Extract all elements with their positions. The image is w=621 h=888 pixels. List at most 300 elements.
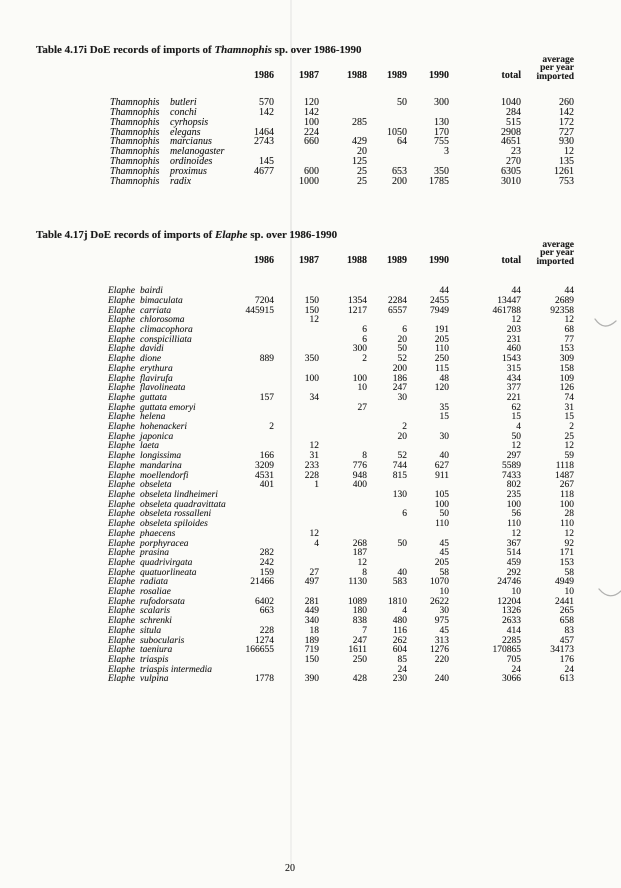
value-cell: 719	[304, 645, 319, 656]
value-cell: 12	[564, 441, 574, 452]
value-cell: 12	[564, 315, 574, 326]
species-cell: laeta	[140, 441, 159, 452]
value-cell: 34173	[550, 645, 574, 656]
value-cell: 233	[304, 460, 319, 471]
value-cell: 220	[434, 654, 449, 665]
value-cell: 2622	[430, 596, 449, 607]
value-cell: 126	[559, 383, 574, 394]
value-cell: 627	[434, 460, 449, 471]
value-cell: 2	[569, 422, 574, 433]
value-cell: 300	[434, 97, 449, 109]
value-cell: 284	[506, 107, 521, 119]
value-cell: 4949	[555, 577, 574, 588]
species-cell: chlorosoma	[140, 315, 185, 326]
value-cell: 497	[304, 577, 319, 588]
value-cell: 31	[309, 451, 319, 462]
genus-cell: Elaphe	[108, 606, 135, 617]
genus-cell: Thamnophis	[110, 126, 160, 138]
column-header-1986: 1986	[254, 70, 274, 82]
value-cell: 20	[357, 146, 367, 158]
value-cell: 414	[506, 625, 521, 636]
value-cell: 6	[402, 325, 407, 336]
value-cell: 377	[506, 383, 521, 394]
value-cell: 705	[506, 654, 521, 665]
species-cell: longissima	[140, 451, 182, 462]
value-cell: 4531	[255, 470, 274, 481]
value-cell: 2633	[502, 616, 521, 627]
value-cell: 135	[559, 156, 574, 167]
value-cell: 92	[564, 538, 574, 549]
species-cell: helena	[140, 412, 166, 423]
value-cell: 660	[304, 136, 319, 148]
genus-cell: Thamnophis	[110, 156, 160, 167]
value-cell: 300	[352, 344, 367, 355]
species-cell: quatuorlineata	[140, 567, 197, 578]
value-cell: 292	[506, 567, 521, 578]
value-cell: 282	[259, 548, 274, 559]
value-cell: 27	[357, 402, 367, 413]
value-cell: 658	[559, 616, 574, 627]
value-cell: 1464	[254, 126, 274, 138]
value-cell: 2285	[502, 635, 521, 646]
value-cell: 815	[392, 470, 407, 481]
value-cell: 313	[434, 635, 449, 646]
value-cell: 2	[402, 422, 407, 433]
species-cell: schrenki	[140, 616, 172, 627]
value-cell: 59	[564, 451, 574, 462]
value-cell: 267	[559, 480, 574, 491]
species-cell: obseleta	[140, 480, 172, 491]
value-cell: 7204	[255, 295, 274, 306]
value-cell: 12	[511, 528, 521, 539]
value-cell: 176	[559, 654, 574, 665]
value-cell: 802	[506, 480, 521, 491]
species-cell: taeniura	[140, 645, 173, 656]
value-cell: 12	[309, 528, 319, 539]
value-cell: 20	[397, 431, 407, 442]
species-cell: rufodorsata	[140, 596, 185, 607]
column-header-total: total	[501, 70, 521, 82]
genus-cell: Elaphe	[108, 392, 135, 403]
value-cell: 44	[439, 286, 449, 297]
page-number: 20	[285, 863, 295, 874]
value-cell: 30	[439, 431, 449, 442]
value-cell: 613	[559, 674, 574, 685]
species-cell: scalaris	[140, 606, 171, 617]
value-cell: 461788	[492, 305, 521, 316]
value-cell: 62	[511, 402, 521, 413]
value-cell: 50	[511, 431, 521, 442]
pen-mark-icon	[598, 584, 621, 602]
genus-cell: Elaphe	[108, 315, 135, 326]
value-cell: 2	[362, 354, 367, 365]
species-cell: triaspis intermedia	[140, 664, 213, 675]
value-cell: 52	[397, 354, 407, 365]
value-cell: 4	[314, 538, 319, 549]
species-cell: prasina	[140, 548, 170, 559]
average-header-line: average	[542, 55, 574, 65]
value-cell: 948	[352, 470, 367, 481]
value-cell: 50	[397, 538, 407, 549]
species-cell: triaspis	[140, 654, 169, 665]
genus-cell: Elaphe	[108, 645, 135, 656]
species-cell: situla	[140, 625, 162, 636]
genus-cell: Elaphe	[108, 480, 135, 491]
value-cell: 401	[259, 480, 274, 491]
genus-cell: Elaphe	[108, 674, 135, 685]
value-cell: 1274	[255, 635, 274, 646]
value-cell: 457	[559, 635, 574, 646]
genus-cell: Elaphe	[108, 460, 135, 471]
value-cell: 64	[397, 136, 407, 148]
value-cell: 1261	[554, 165, 574, 177]
value-cell: 2689	[555, 295, 574, 306]
value-cell: 1118	[555, 460, 574, 471]
genus-cell: Elaphe	[108, 489, 135, 500]
value-cell: 12	[309, 441, 319, 452]
genus-cell: Elaphe	[108, 596, 135, 607]
value-cell: 10	[439, 587, 449, 598]
value-cell: 120	[434, 383, 449, 394]
table-title-text: DoE records of imports of	[89, 44, 212, 56]
genus-cell: Elaphe	[108, 538, 135, 549]
value-cell: 200	[392, 363, 407, 374]
genus-cell: Thamnophis	[110, 116, 160, 128]
average-header-line: per year	[540, 248, 574, 259]
value-cell: 187	[352, 548, 367, 559]
genus-cell: Elaphe	[108, 664, 135, 675]
value-cell: 10	[357, 383, 367, 394]
value-cell: 125	[352, 156, 367, 167]
value-cell: 120	[304, 97, 319, 109]
genus-cell: Elaphe	[108, 548, 135, 559]
value-cell: 40	[439, 451, 449, 462]
value-cell: 1089	[348, 596, 367, 607]
value-cell: 6402	[255, 596, 274, 607]
value-cell: 24746	[497, 577, 521, 588]
species-cell: guttata	[140, 392, 167, 403]
value-cell: 5589	[502, 460, 521, 471]
value-cell: 514	[506, 548, 521, 559]
species-cell: melanogaster	[170, 146, 225, 158]
value-cell: 50	[397, 97, 407, 109]
value-cell: 166	[259, 451, 274, 462]
column-header-1990: 1990	[429, 70, 449, 82]
value-cell: 189	[304, 635, 319, 646]
value-cell: 459	[506, 557, 521, 568]
species-cell: guttata emoryi	[140, 402, 196, 413]
value-cell: 28	[564, 509, 574, 520]
value-cell: 2284	[388, 295, 407, 306]
value-cell: 15	[439, 412, 449, 423]
genus-cell: Thamnophis	[110, 175, 160, 187]
value-cell: 150	[304, 295, 319, 306]
genus-cell: Elaphe	[108, 334, 135, 345]
value-cell: 7949	[430, 305, 449, 316]
value-cell: 1611	[348, 645, 367, 656]
species-cell: elegans	[170, 126, 201, 138]
value-cell: 166655	[245, 645, 274, 656]
value-cell: 744	[392, 460, 407, 471]
value-cell: 48	[439, 373, 449, 384]
value-cell: 2455	[430, 295, 449, 306]
genus-cell: Elaphe	[108, 354, 135, 365]
value-cell: 753	[559, 175, 574, 187]
value-cell: 911	[435, 470, 449, 481]
value-cell: 58	[564, 567, 574, 578]
pen-mark-icon	[594, 316, 618, 332]
species-cell: radix	[170, 175, 192, 187]
value-cell: 85	[397, 654, 407, 665]
value-cell: 3066	[502, 674, 521, 685]
genus-cell: Elaphe	[108, 654, 135, 665]
value-cell: 350	[434, 165, 449, 177]
value-cell: 600	[304, 165, 319, 177]
value-cell: 1354	[348, 295, 367, 306]
value-cell: 247	[352, 635, 367, 646]
value-cell: 309	[559, 354, 574, 365]
genus-cell: Thamnophis	[110, 165, 160, 177]
table-title	[36, 229, 596, 241]
value-cell: 7	[362, 625, 367, 636]
genus-cell: Elaphe	[108, 635, 135, 646]
value-cell: 515	[506, 116, 521, 128]
value-cell: 110	[435, 519, 449, 530]
value-cell: 24	[397, 664, 407, 675]
genus-cell: Elaphe	[108, 519, 135, 530]
species-cell: obseleta lindheimeri	[140, 489, 218, 500]
value-cell: 1130	[348, 577, 367, 588]
value-cell: 570	[259, 97, 274, 109]
genus-cell: Elaphe	[108, 499, 135, 510]
value-cell: 12	[511, 441, 521, 452]
value-cell: 170865	[492, 645, 521, 656]
species-cell: subocularis	[140, 635, 185, 646]
genus-cell: Elaphe	[108, 286, 135, 297]
value-cell: 221	[506, 392, 521, 403]
value-cell: 18	[309, 625, 319, 636]
genus-cell: Elaphe	[108, 567, 135, 578]
value-cell: 2908	[501, 126, 521, 138]
value-cell: 1778	[255, 674, 274, 685]
value-cell: 776	[352, 460, 367, 471]
column-header-1990: 1990	[429, 255, 449, 267]
column-header-1987: 1987	[299, 70, 319, 82]
value-cell: 727	[559, 126, 574, 138]
value-cell: 1050	[387, 126, 407, 138]
value-cell: 230	[392, 674, 407, 685]
value-cell: 24	[511, 664, 521, 675]
column-header-1988: 1988	[347, 70, 367, 82]
table-number: Table 4.17i	[36, 44, 87, 56]
value-cell: 157	[259, 392, 274, 403]
value-cell: 889	[259, 354, 274, 365]
species-cell: climacophora	[140, 325, 193, 336]
value-cell: 74	[564, 392, 574, 403]
table-title-tail: sp. over 1986-1990	[250, 229, 338, 241]
value-cell: 1000	[299, 175, 319, 187]
value-cell: 130	[392, 489, 407, 500]
genus-cell: Elaphe	[108, 422, 135, 433]
value-cell: 25	[564, 431, 574, 442]
value-cell: 142	[259, 107, 274, 119]
species-cell: radiata	[140, 577, 168, 588]
value-cell: 260	[559, 97, 574, 109]
value-cell: 12	[357, 557, 367, 568]
column-header-average-per-year-imported	[521, 56, 574, 81]
value-cell: 1326	[502, 606, 521, 617]
genus-cell: Elaphe	[108, 441, 135, 452]
species-cell: rosaliae	[140, 587, 171, 598]
column-header-1989: 1989	[387, 255, 407, 267]
species-cell: butleri	[170, 97, 197, 109]
value-cell: 262	[392, 635, 407, 646]
value-cell: 8	[362, 451, 367, 462]
value-cell: 1276	[430, 645, 449, 656]
value-cell: 200	[392, 175, 407, 187]
table-number: Table 4.17j	[36, 229, 88, 241]
table-title-text: DoE records of imports of	[90, 229, 213, 241]
value-cell: 203	[506, 325, 521, 336]
value-cell: 1217	[348, 305, 367, 316]
genus-cell: Elaphe	[108, 557, 135, 568]
value-cell: 242	[259, 557, 274, 568]
value-cell: 105	[434, 489, 449, 500]
average-header-line: imported	[536, 256, 574, 267]
average-header-line: per year	[540, 63, 574, 74]
value-cell: 4677	[254, 165, 274, 177]
value-cell: 429	[352, 136, 367, 148]
value-cell: 10	[511, 587, 521, 598]
genus-cell: Elaphe	[108, 295, 135, 306]
average-header-line: average	[542, 240, 574, 250]
value-cell: 12	[564, 146, 574, 158]
value-cell: 285	[352, 116, 367, 128]
species-cell: carriata	[140, 305, 172, 316]
value-cell: 428	[352, 674, 367, 685]
value-cell: 118	[560, 489, 574, 500]
value-cell: 3209	[255, 460, 274, 471]
value-cell: 449	[304, 606, 319, 617]
value-cell: 480	[392, 616, 407, 627]
value-cell: 240	[434, 674, 449, 685]
value-cell: 3010	[501, 175, 521, 187]
genus-cell: Elaphe	[108, 470, 135, 481]
species-cell: obseleta spiloides	[140, 519, 208, 530]
value-cell: 12	[309, 315, 319, 326]
species-cell: flavirufa	[140, 373, 173, 384]
column-header-1988: 1988	[347, 255, 367, 267]
value-cell: 1	[314, 480, 319, 491]
value-cell: 100	[434, 499, 449, 510]
genus-cell: Elaphe	[108, 577, 135, 588]
value-cell: 44	[564, 286, 574, 297]
value-cell: 50	[439, 509, 449, 520]
value-cell: 191	[434, 325, 449, 336]
value-cell: 110	[507, 519, 521, 530]
value-cell: 13447	[497, 295, 521, 306]
value-cell: 1040	[501, 97, 521, 109]
genus-cell: Elaphe	[108, 587, 135, 598]
value-cell: 142	[304, 107, 319, 119]
genus-cell: Thamnophis	[110, 107, 160, 119]
value-cell: 34	[309, 392, 319, 403]
value-cell: 20	[397, 334, 407, 345]
genus-cell: Thamnophis	[110, 136, 160, 148]
genus-cell: Elaphe	[108, 625, 135, 636]
genus-cell: Elaphe	[108, 528, 135, 539]
value-cell: 186	[392, 373, 407, 384]
value-cell: 31	[564, 402, 574, 413]
value-cell: 158	[559, 363, 574, 374]
species-cell: dione	[140, 354, 162, 365]
value-cell: 250	[352, 654, 367, 665]
table-title-genus: Thamnophis	[214, 44, 272, 56]
table-row	[36, 675, 596, 685]
value-cell: 224	[304, 126, 319, 138]
value-cell: 268	[352, 538, 367, 549]
genus-cell: Elaphe	[108, 373, 135, 384]
elaphe-imports-table	[36, 229, 596, 685]
value-cell: 25	[357, 175, 367, 187]
species-cell: erythura	[140, 363, 173, 374]
value-cell: 663	[259, 606, 274, 617]
value-cell: 52	[397, 451, 407, 462]
table-body	[36, 287, 596, 685]
value-cell: 110	[560, 519, 574, 530]
genus-cell: Elaphe	[108, 431, 135, 442]
column-header-1989: 1989	[387, 70, 407, 82]
value-cell: 4651	[501, 136, 521, 148]
value-cell: 50	[397, 344, 407, 355]
species-cell: japonica	[140, 431, 174, 442]
genus-cell: Elaphe	[108, 363, 135, 374]
value-cell: 150	[304, 305, 319, 316]
genus-cell: Elaphe	[108, 402, 135, 413]
genus-cell: Elaphe	[108, 383, 135, 394]
value-cell: 92358	[550, 305, 574, 316]
value-cell: 153	[559, 344, 574, 355]
value-cell: 583	[392, 577, 407, 588]
value-cell: 350	[304, 354, 319, 365]
value-cell: 653	[392, 165, 407, 177]
value-cell: 270	[506, 156, 521, 167]
species-cell: ordinoides	[170, 156, 213, 167]
value-cell: 400	[352, 480, 367, 491]
value-cell: 150	[304, 654, 319, 665]
species-cell: vulpina	[140, 674, 169, 685]
species-cell: phaecens	[140, 528, 176, 539]
genus-cell: Thamnophis	[110, 146, 160, 158]
value-cell: 83	[564, 625, 574, 636]
value-cell: 45	[439, 625, 449, 636]
value-cell: 40	[397, 567, 407, 578]
species-cell: davidi	[140, 344, 164, 355]
species-cell: bimaculata	[140, 295, 183, 306]
value-cell: 12	[511, 315, 521, 326]
value-cell: 205	[434, 557, 449, 568]
value-cell: 1785	[429, 175, 449, 187]
value-cell: 2441	[555, 596, 574, 607]
value-cell: 142	[559, 107, 574, 119]
value-cell: 24	[564, 664, 574, 675]
value-cell: 130	[434, 116, 449, 128]
value-cell: 390	[304, 674, 319, 685]
genus-cell: Elaphe	[108, 305, 135, 316]
column-header-1986: 1986	[254, 255, 274, 267]
value-cell: 30	[439, 606, 449, 617]
header-row	[36, 241, 596, 266]
